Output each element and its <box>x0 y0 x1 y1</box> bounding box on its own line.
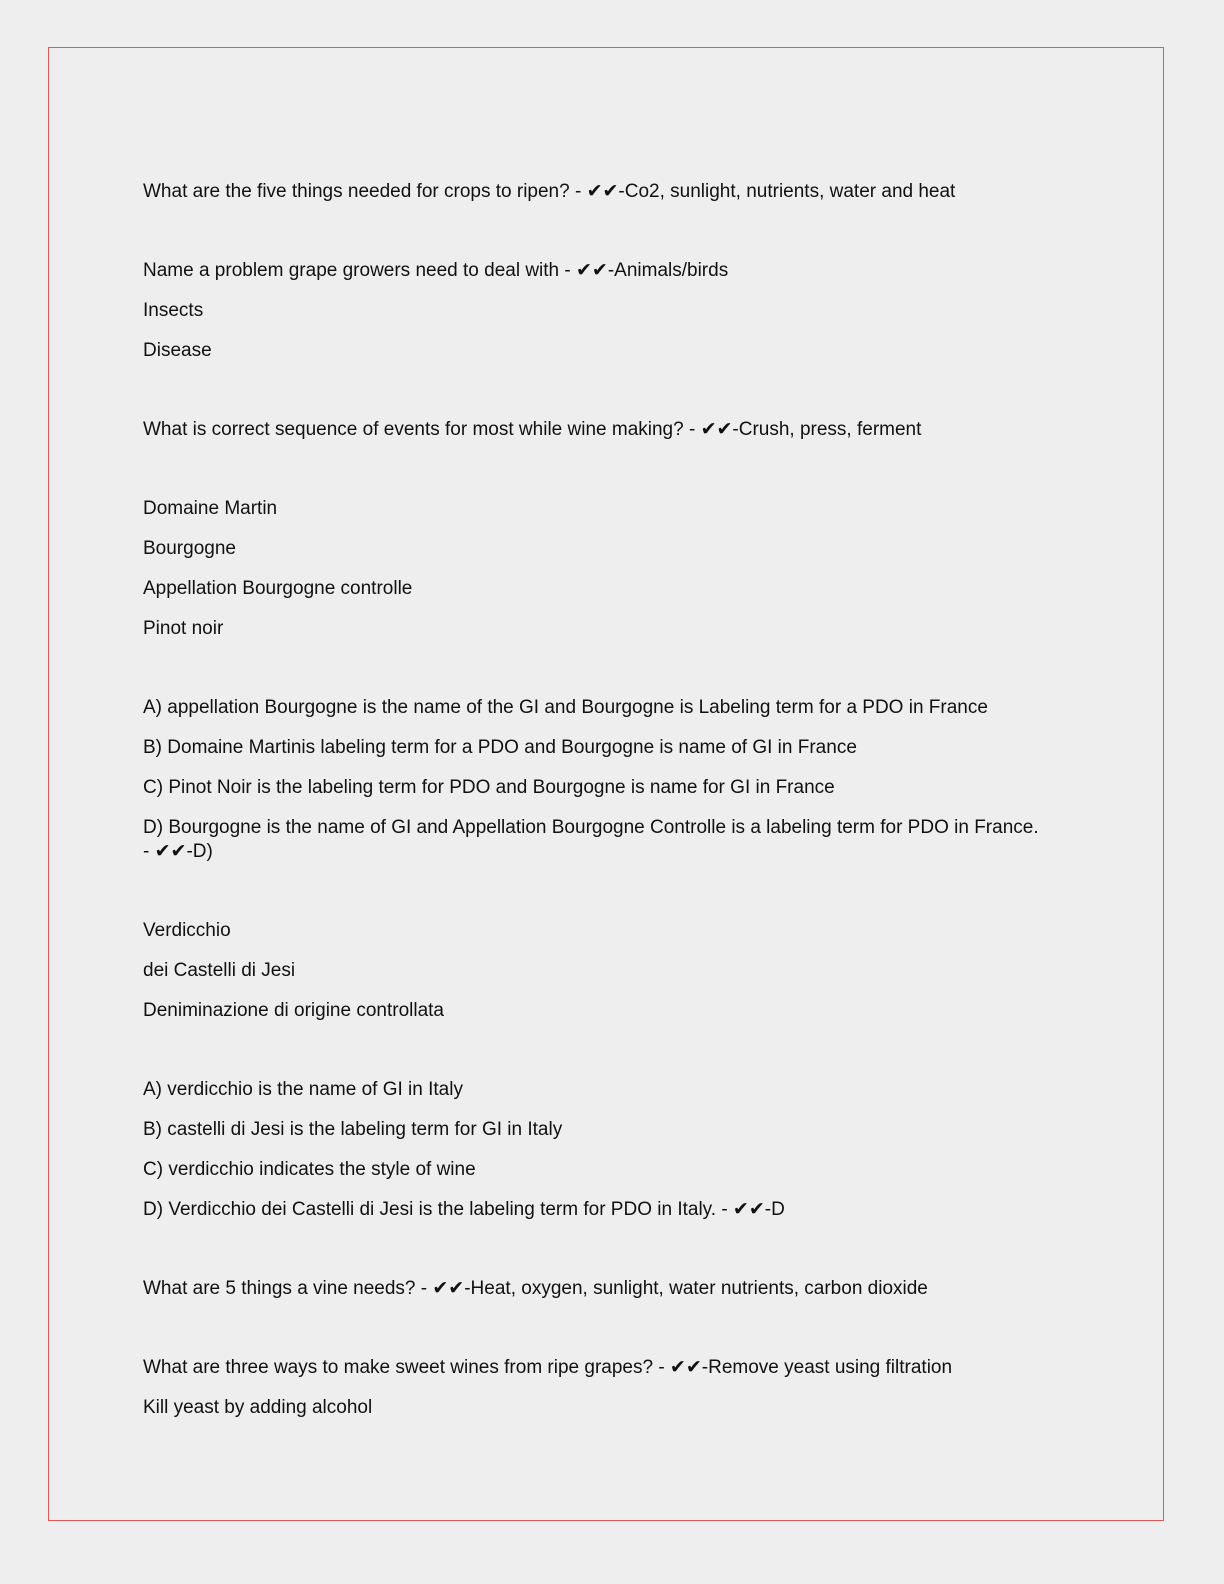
label-line-bourgogne: Bourgogne <box>143 538 236 559</box>
option-c-bourgogne: C) Pinot Noir is the labeling term for PDO and Bourgogne is name for GI in France <box>143 777 835 798</box>
option-d-bourgogne: D) Bourgogne is the name of GI and Appellation Bourgogne Controlle is a labeling term for PDO in France. - ✔✔-D) <box>143 817 1044 862</box>
label-line-pinot: Pinot noir <box>143 618 224 639</box>
answer-line-kill-yeast: Kill yeast by adding alcohol <box>143 1397 373 1418</box>
label-line-verdicchio: Verdicchio <box>143 920 231 941</box>
spacer <box>143 379 1043 418</box>
spacer <box>143 880 1043 919</box>
label-line-castelli: dei Castelli di Jesi <box>143 960 296 981</box>
qa-winemaking-sequence: What is correct sequence of events for most while wine making? - ✔✔-Crush, press, ferment <box>143 419 922 440</box>
qa-vine-needs: What are 5 things a vine needs? - ✔✔-Heat, oxygen, sunlight, water nutrients, carbon dioxide <box>143 1278 928 1299</box>
spacer <box>143 220 1043 259</box>
qa-crops-ripen: What are the five things needed for crops to ripen? - ✔✔-Co2, sunlight, nutrients, water and heat <box>143 181 956 202</box>
option-d-verdicchio: D) Verdicchio dei Castelli di Jesi is the labeling term for PDO in Italy. - ✔✔-D <box>143 1199 785 1220</box>
answer-line-insects: Insects <box>143 300 204 321</box>
option-a-verdicchio: A) verdicchio is the name of GI in Italy <box>143 1079 463 1100</box>
label-line-appellation: Appellation Bourgogne controlle <box>143 578 413 599</box>
option-a-bourgogne: A) appellation Bourgogne is the name of the GI and Bourgogne is Labeling term for a PDO in France <box>143 697 988 718</box>
spacer <box>143 458 1043 497</box>
qa-sweet-wines: What are three ways to make sweet wines from ripe grapes? - ✔✔-Remove yeast using filtration <box>143 1357 953 1378</box>
option-c-verdicchio: C) verdicchio indicates the style of wine <box>143 1159 476 1180</box>
spacer <box>143 1317 1043 1356</box>
spacer <box>143 657 1043 696</box>
answer-line-disease: Disease <box>143 340 212 361</box>
spacer <box>143 1039 1043 1078</box>
qa-grape-problems: Name a problem grape growers need to deal with - ✔✔-Animals/birds <box>143 260 729 281</box>
option-b-bourgogne: B) Domaine Martinis labeling term for a PDO and Bourgogne is name of GI in France <box>143 737 857 758</box>
option-b-verdicchio: B) castelli di Jesi is the labeling term for GI in Italy <box>143 1119 563 1140</box>
label-line-domaine: Domaine Martin <box>143 498 278 519</box>
spacer <box>143 1238 1043 1277</box>
document-body <box>143 180 1043 1436</box>
label-line-denominazione: Deniminazione di origine controllata <box>143 1000 445 1021</box>
